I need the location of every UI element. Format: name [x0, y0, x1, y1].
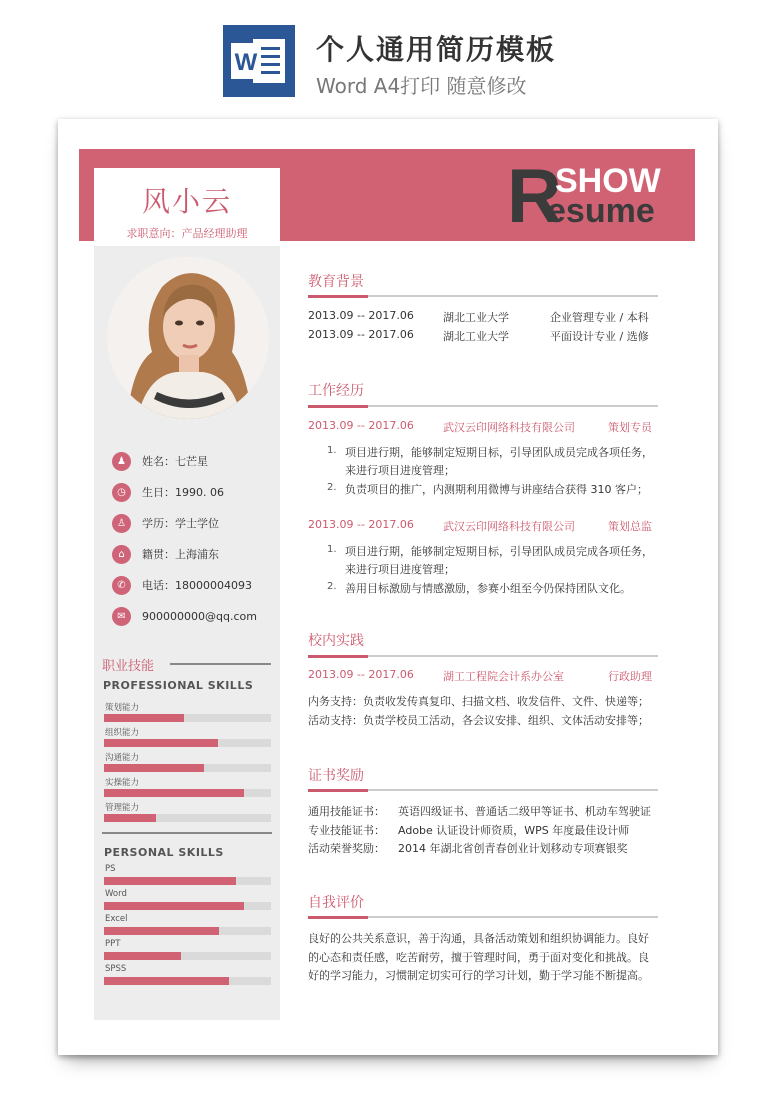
skill-label: SPSS: [105, 964, 127, 974]
skills-title-divider: [170, 663, 271, 665]
word-logo-icon: [223, 25, 295, 97]
education-divider: [308, 295, 658, 297]
campus-role: 行政助理: [608, 670, 652, 683]
skills-title: 职业技能: [102, 659, 155, 674]
info-row: [112, 451, 208, 471]
edu-date: 2013.09 -- 2017.06: [308, 328, 414, 341]
skill-bar-fill: [104, 789, 244, 797]
list-number: 1.: [327, 544, 337, 555]
skill-bar-fill: [104, 739, 218, 747]
svg-text:W: W: [234, 49, 258, 76]
mail-icon: ✉: [112, 607, 131, 626]
skill-bar-fill: [104, 714, 184, 722]
skill-bar-fill: [104, 814, 156, 822]
svg-text:R: R: [507, 156, 562, 236]
skill-bar-fill: [104, 927, 219, 935]
skill-bar-track: [104, 977, 271, 985]
avatar: [107, 257, 269, 419]
skill-label: 策划能力: [105, 703, 140, 713]
skill-bar-track: [104, 789, 271, 797]
show-resume-logo: [505, 156, 665, 236]
skill-bar-track: [104, 714, 271, 722]
skill-bar-track: [104, 814, 271, 822]
skill-bar-fill: [104, 977, 229, 985]
personal-skills-label: PERSONAL SKILLS: [104, 846, 224, 859]
info-text: 900000000@qq.com: [142, 609, 257, 623]
self-eval-line: 良好的公共关系意识，善于沟通，具备活动策划和组织协调能力。良好: [308, 932, 649, 945]
job-detail-line: 项目进行期，能够制定短期目标，引导团队成员完成各项任务，: [345, 545, 653, 558]
job-role: 策划总监: [608, 520, 652, 533]
candidate-name: 风小云: [141, 185, 232, 218]
campus-org: 湖工工程院会计系办公室: [443, 670, 564, 683]
self-eval-line: 好的学习能力，习惯制定切实可行的学习计划，勤于学习能不断提高。: [308, 969, 649, 982]
info-text: 籍贯：上海浦东: [142, 548, 219, 561]
page-title: 个人通用简历模板: [316, 33, 557, 66]
education-title: 教育背景: [308, 274, 364, 290]
phone-icon: ✆: [112, 576, 131, 595]
self-eval-divider: [308, 916, 658, 918]
cert-label: 活动荣誉奖励：: [308, 842, 385, 855]
job-date: 2013.09 -- 2017.06: [308, 419, 414, 432]
info-row: [112, 606, 257, 626]
skill-label: 实操能力: [105, 778, 140, 788]
edu-school: 湖北工业大学: [443, 330, 509, 343]
skill-label: Word: [105, 889, 127, 899]
skill-label: PPT: [105, 939, 121, 949]
skill-label: 沟通能力: [105, 753, 140, 763]
list-number: 1.: [327, 445, 337, 456]
skill-label: PS: [105, 864, 116, 874]
job-detail-line: 负责项目的推广，内测期利用微博与讲座结合获得 310 客户；: [345, 483, 648, 496]
job-detail-line: 来进行项目进度管理；: [345, 464, 455, 477]
edu-major: 平面设计专业 / 选修: [550, 330, 649, 343]
edu-major: 企业管理专业 / 本科: [550, 311, 649, 324]
info-text: 姓名：七芒星: [142, 455, 208, 468]
info-text: 电话：18000004093: [142, 579, 252, 592]
skill-bar-track: [104, 877, 271, 885]
skill-bar-track: [104, 927, 271, 935]
work-title: 工作经历: [308, 383, 364, 399]
certs-divider: [308, 789, 658, 791]
skill-bar-fill: [104, 902, 244, 910]
campus-line: 内务支持：负责收发传真复印、扫描文档、收发信件、文件、快递等；: [308, 695, 649, 708]
list-number: 2.: [327, 482, 337, 493]
self-eval-title: 自我评价: [308, 895, 364, 911]
skill-bar-fill: [104, 952, 181, 960]
cert-label: 专业技能证书：: [308, 824, 385, 837]
job-intent: 求职意向：产品经理助理: [126, 227, 248, 240]
home-icon: ⌂: [112, 545, 131, 564]
job-company: 武汉云印网络科技有限公司: [443, 421, 575, 434]
user-icon: ♟: [112, 452, 131, 471]
cert-value: Adobe 认证设计师资质，WPS 年度最佳设计师: [398, 824, 630, 837]
job-company: 武汉云印网络科技有限公司: [443, 520, 575, 533]
page-subtitle: Word A4打印 随意修改: [316, 74, 527, 98]
cert-value: 2014 年湖北省创青春创业计划移动专项赛银奖: [398, 842, 628, 855]
skill-bar-track: [104, 952, 271, 960]
info-row: [112, 575, 252, 595]
skill-bar-track: [104, 764, 271, 772]
skill-label: 管理能力: [105, 803, 140, 813]
campus-line: 活动支持：负责学校员工活动，各会议安排、组织、文体活动安排等；: [308, 714, 649, 727]
cert-label: 通用技能证书：: [308, 805, 385, 818]
campus-divider: [308, 655, 658, 657]
campus-title: 校内实践: [308, 633, 364, 649]
skill-bar-fill: [104, 764, 204, 772]
info-text: 学历：学士学位: [142, 517, 219, 530]
info-row: [112, 513, 219, 533]
clock-icon: ◷: [112, 483, 131, 502]
cert-value: 英语四级证书、普通话二级甲等证书、机动车驾驶证: [398, 805, 651, 818]
work-divider: [308, 405, 658, 407]
skill-bar-track: [104, 902, 271, 910]
list-number: 2.: [327, 581, 337, 592]
svg-text:esume: esume: [547, 192, 655, 230]
skill-label: Excel: [105, 914, 128, 924]
skills-divider: [102, 832, 272, 834]
info-row: [112, 482, 224, 502]
edu-date: 2013.09 -- 2017.06: [308, 309, 414, 322]
job-detail-line: 来进行项目进度管理；: [345, 563, 455, 576]
job-detail-line: 项目进行期，能够制定短期目标，引导团队成员完成各项任务，: [345, 446, 653, 459]
certs-title: 证书奖励: [308, 768, 364, 784]
info-row: [112, 544, 219, 564]
self-eval-line: 的心态和责任感，吃苦耐劳，擅于管理时间，勇于面对变化和挑战。良: [308, 951, 649, 964]
campus-date: 2013.09 -- 2017.06: [308, 668, 414, 681]
edu-school: 湖北工业大学: [443, 311, 509, 324]
skill-label: 组织能力: [105, 728, 140, 738]
job-role: 策划专员: [608, 421, 652, 434]
professional-skills-label: PROFESSIONAL SKILLS: [103, 679, 254, 692]
svg-text:SHOW: SHOW: [555, 162, 661, 200]
graduate-icon: ♙: [112, 514, 131, 533]
job-detail-line: 善用目标激励与情感激励，参赛小组至今仍保持团队文化。: [345, 582, 631, 595]
info-text: 生日：1990. 06: [142, 486, 224, 499]
job-date: 2013.09 -- 2017.06: [308, 518, 414, 531]
skill-bar-fill: [104, 877, 236, 885]
skill-bar-track: [104, 739, 271, 747]
